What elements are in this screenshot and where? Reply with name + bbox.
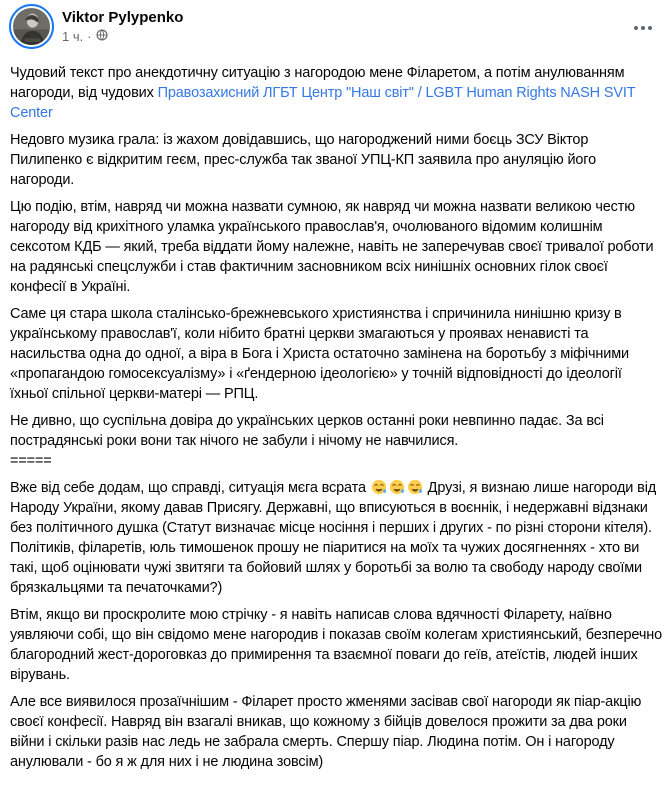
post-paragraph <box>10 478 663 598</box>
post-paragraph: Цю подію, втім, навряд чи можна назвати сумною, як навряд чи можна назвати великою честю нагороду від крихітного уламка українського православ'я, очолюваного відомим колишнім сексотом КДБ — який, треба віддати йому належне, навіть не заперечував своєї тривалої роботи на радянські спецслужби і став фактичним засновником всіх нинішніх основних гілок своєї конфесії в Україні. <box>10 199 658 295</box>
page-link[interactable]: Правозахисний ЛГБТ Центр "Наш світ" / LGBT Human Rights NASH SVIT Center <box>10 85 640 121</box>
post-body <box>0 56 671 772</box>
post-paragraph <box>10 411 663 471</box>
header-info <box>62 4 183 45</box>
post-header <box>0 0 671 56</box>
post-paragraph: Втім, якщо ви проскролите мою стрічку - я навіть написав слова вдячності Філарету, наївно уявляючи собі, що він свідомо мене нагородив і показав своїм колегам християнський, безперечно благородний жест-дороговказ до примирення та взаємної поваги до геїв, атеїстів, людей інших вірувань. <box>10 607 666 683</box>
paragraph-text: Друзі, я визнаю лише нагороди від Народу України, якому давав Присягу. Державні, що вписуються в воєннік, і недержавні відзнаки без політичного душка (Статут визначає місце носіння і перших і других - по різні сторони кітеля). <box>10 480 660 536</box>
separator-line: ===== <box>10 453 52 469</box>
story-ring[interactable] <box>9 4 54 49</box>
post-paragraph: Недовго музика грала: із жахом довідавшись, що нагороджений ними боєць ЗСУ Віктор Пилипенко є відкритим геєм, прес-служба так званої УПЦ-КП заявила про ануляцію його нагороди. <box>10 132 600 188</box>
post-paragraph <box>10 63 663 123</box>
paragraph-text: Вже від себе додам, що справді, ситуація мєга всрата <box>10 480 370 496</box>
paragraph-text: Чудовий текст про анекдотичну ситуацію з нагородою мене Філаретом, а потім анулюванням нагороди, від чудових <box>10 65 629 101</box>
paragraph-text: Політиків, філаретів, юль тимошенок прошу не піаритися на моїх та чужих досягненнях - хто ви такі, щоб оцінювати чужі звитяги та бойовий шлях у боротьбі за волю та свободу народу своїми брязкальцями та печаточками?) <box>10 540 646 596</box>
post-meta <box>62 29 183 45</box>
grinning-sweat-emoji <box>370 480 424 496</box>
paragraph-text: Не дивно, що суспільна довіра до українських церков останні роки невпинно падає. За всі пострадянські роки вони так нічого не забули і нічому не навчилися. <box>10 413 608 449</box>
globe-icon <box>96 29 108 45</box>
meta-separator: · <box>87 29 92 44</box>
author-name[interactable]: Viktor Pylypenko <box>62 9 184 26</box>
timestamp[interactable]: 1 ч. <box>62 29 84 44</box>
profile-photo-icon <box>13 8 50 45</box>
ellipsis-icon <box>634 26 638 30</box>
more-options-button[interactable] <box>631 18 655 38</box>
avatar[interactable] <box>13 8 50 45</box>
post-paragraph: Але все виявилося прозаїчнішим - Філарет просто жменями засівав свої нагороди як піар-акцію своєї конфесії. Навряд він взагалі вникав, що кожному з бійців довелося прожити за два роки війни і скільки разів нас ледь не забрала смерть. Спершу піар. Людина потім. Он і нагороду анулювали - бо я ж для них і не людина зовсім) <box>10 694 646 770</box>
post-paragraph: Саме ця стара школа сталінсько-брежневського християнства і спричинила нинішню кризу в українському православ'ї, коли нібито братні церкви змагаються у проявах ненависті та насильства одна до одної, а віра в Бога і Христа остаточно замінена на боротьбу з міфічними «пропагандою гомосексуалізму» і «ґендерною ідеологією» у точній відповідності до ідеології їхньої спільної церкви-матері — РПЦ. <box>10 306 633 402</box>
